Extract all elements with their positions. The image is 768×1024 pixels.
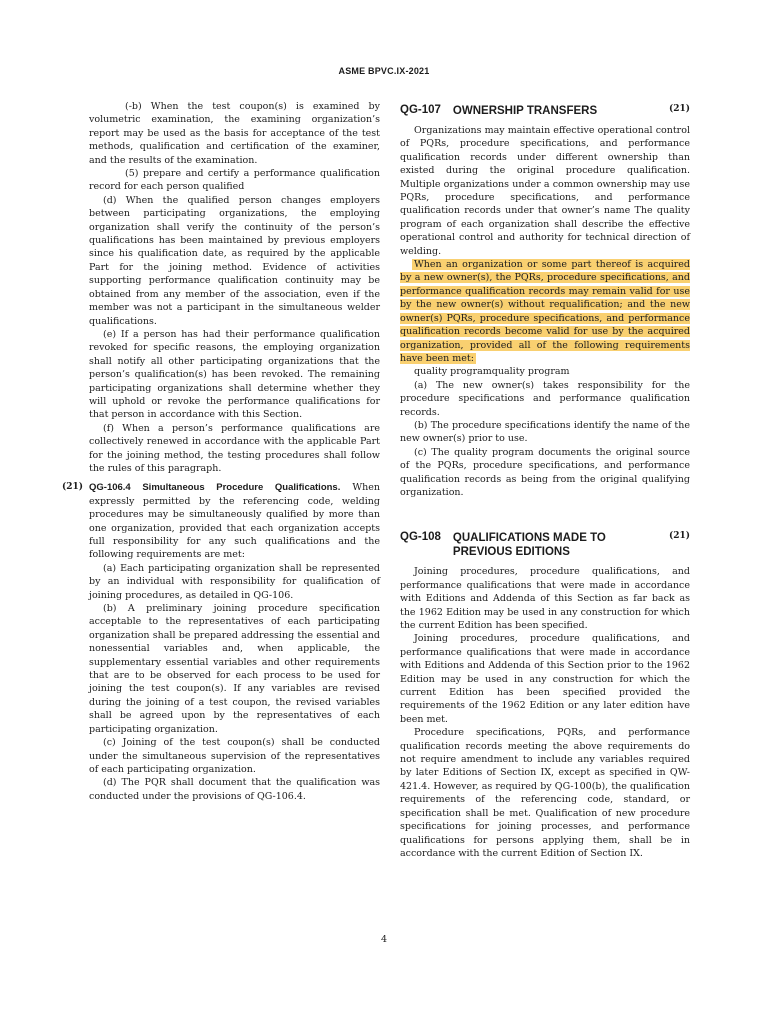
ownership-item-a: (a) The new owner(s) takes responsibility for the procedure specifications and performance qualification records.: [400, 379, 690, 418]
running-head: ASME BPVC.IX-2021: [338, 66, 430, 76]
paragraph-b-volumetric: (-b) When the test coupon(s) is examined by volumetric examination, the examining organization’s report may be used as the basis for acceptance of the test methods, qualification and certification of the examiner, and the results of the examination.: [89, 101, 380, 166]
editions-paragraph-2: Joining procedures, procedure qualifications, and performance qualifications that were made in accordance with Editions and Addenda of this Section prior to the 1962 Edition may be used in any construction for which the current Edition has been specified provided the requirements of the 1962 Edition or any later edition have been met.: [400, 633, 690, 725]
revision-tag: (21): [62, 482, 84, 493]
paragraph-d-changes-employers: (d) When the qualified person changes employers between participating organizations, the employing organization shall verify the continuity of the person’s qualifications has been maintained by previous employers since his qualification date, as required by the applicable Part for the joining method. Evidence of activities supporting performance qualification continuity may be obtained from any member of the association, even if the member was not a participant in the simultaneous welder qualifications.: [89, 194, 380, 327]
paragraph-5-prepare: (5) prepare and certify a performance qualification record for each person qualified: [89, 168, 380, 193]
list-item-a: (a) Each participating organization shall be represented by an individual with responsibility for qualification of joining procedures, as detailed in QG-106.: [89, 562, 380, 601]
list-item-b: (b) A preliminary joining procedure specification acceptable to the representatives of each participating organization shall be prepared addressing the essential and nonessential variables and, when applicable, the supplementary essential variables and other requirements that are to be observed for each process to be used for joining the test coupon(s). If any variables are revised during the joining of a test coupon, the revised variables shall be agreed upon by the representatives of each participating organization.: [89, 603, 380, 735]
section-heading-qg-108: [400, 531, 690, 559]
editions-paragraph-3: Procedure specifications, PQRs, and performance qualification records meeting the above requirements do not require amendment to include any variables required by later Editions of Section IX, except as specified in QW-421.4. However, as required by QG-100(b), the qualification requirements of the referencing code, standard, or specification shall be met. Qualification of new procedure specifications for joining processes, and performance qualifications for persons applying them, shall be in accordance with the current Edition of Section IX.: [400, 727, 690, 859]
editions-paragraph-1: Joining procedures, procedure qualifications, and performance qualifications that were made in accordance with Editions and Addenda of this Section as far back as the 1962 Edition may be used in any construction for which the current Edition has been specified.: [400, 566, 690, 631]
ownership-paragraph-3: quality programquality program: [414, 366, 570, 378]
section-number: QG-108: [400, 531, 441, 544]
revision-tag: (21): [668, 104, 690, 114]
ownership-paragraph-1: Organizations may maintain effective operational control of PQRs, procedure specifications, and performance qualification records under different ownership than existed during the original procedure qualification. Multiple organizations under a common ownership may use PQRs, procedure specifications, and performance qualification records under that owner’s name The quality program of each organization shall describe the effective operational control and authority for technical direction of welding.: [400, 125, 690, 257]
ownership-item-b: (b) The procedure specifications identify the name of the new owner(s) prior to use.: [400, 419, 690, 445]
section-number: QG-107: [400, 104, 441, 116]
list-item-d: (d) The PQR shall document that the qualification was conducted under the provisions of QG-106.4.: [89, 777, 380, 802]
section-title: OWNERSHIP TRANSFERS: [452, 105, 598, 117]
subsection-heading: QG-106.4 Simultaneous Procedure Qualifications.: [89, 482, 341, 494]
ownership-item-c: (c) The quality program documents the original source of the PQRs, procedure specifications, and performance qualification records as being from the original qualifying organization.: [400, 446, 690, 498]
paragraph-f-renewed: (f) When a person’s performance qualifications are collectively renewed in accordance with the applicable Part for the joining method, the testing procedures shall follow the rules of this paragraph.: [89, 422, 380, 474]
section-heading-qg-107: [400, 104, 690, 118]
left-column: [62, 100, 380, 803]
subsection-body: When expressly permitted by the referencing code, welding procedures may be simultaneously qualified by more than one organization, provided that each organization accepts full responsibility for any such qualifications and the following requirements are met:: [89, 482, 380, 561]
subsection-qg-106-4: [62, 481, 380, 561]
page-number: 4: [380, 934, 388, 945]
subsection-text: [89, 481, 380, 561]
ownership-paragraph-highlighted: [400, 258, 690, 365]
revision-tag: (21): [668, 531, 690, 542]
right-column: [400, 100, 690, 860]
highlighted-text: When an organization or some part thereof is acquired by a new owner(s), the PQRs, procedure specifications, and performance qualification records may remain valid for use by the new owner(s) without requalification; and the new owner(s) PQRs, procedure specifications, and performance qualification records become valid for use by the acquired organization, provided all of the following requirements have been met:: [400, 259, 690, 364]
list-item-c: (c) Joining of the test coupon(s) shall be conducted under the simultaneous supervision of the representatives of each participating organization.: [89, 737, 380, 775]
section-title: QUALIFICATIONS MADE TO PREVIOUS EDITIONS: [452, 532, 606, 559]
paragraph-e-revoked: (e) If a person has had their performance qualification revoked for specific reasons, the employing organization shall notify all other participating organizations that the person’s qualification(s) has been revoked. The remaining participating organizations shall determine whether they will uphold or revoke the performance qualifications for that person in accordance with this Section.: [89, 328, 380, 421]
